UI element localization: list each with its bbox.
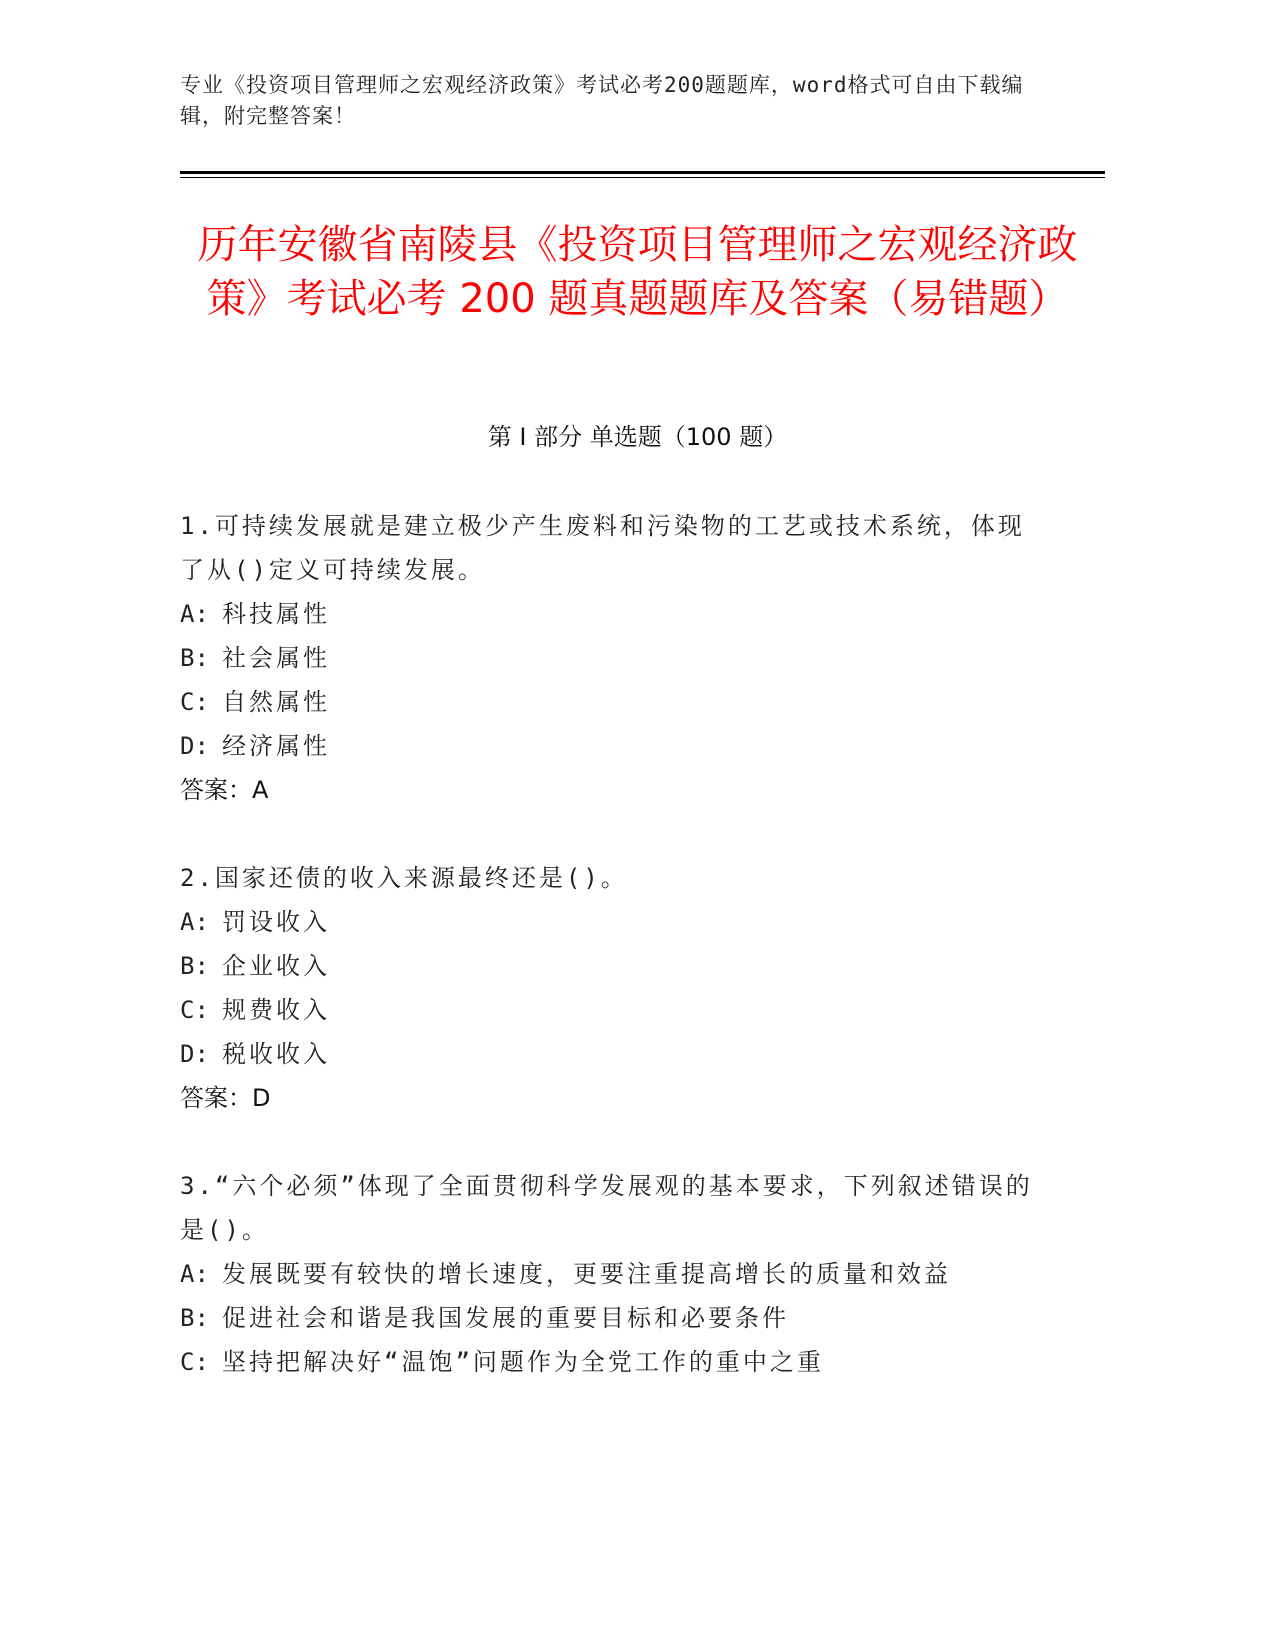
header-divider-thick [180,171,1105,174]
question-stem: 3.“六个必须”体现了全面贯彻科学发展观的基本要求，下列叙述错误的是()。 [180,1172,1033,1244]
option-key: C: [180,688,209,716]
option-b [180,636,1040,680]
section-title: 第 I 部分 单选题（100 题） [487,423,788,451]
option-text: 坚持把解决好“温饱”问题作为全党工作的重中之重 [222,1348,824,1376]
header-divider-thin [180,177,1105,178]
question-2 [180,856,1040,1120]
document-title: 历年安徽省南陵县《投资项目管理师之宏观经济政策》考试必考 200 题真题题库及答案（易错题） [197,222,1078,322]
question-1 [180,504,1040,812]
option-text: 税收收入 [222,1040,330,1068]
option-key: A: [180,908,209,936]
option-text: 科技属性 [222,600,330,628]
option-text: 罚设收入 [222,908,330,936]
option-text: 经济属性 [222,732,330,760]
option-key: C: [180,1348,209,1376]
option-a [180,900,1040,944]
question-stem: 1.可持续发展就是建立极少产生废料和污染物的工艺或技术系统，体现了从()定义可持续发展。 [180,512,1025,584]
option-c [180,1340,1040,1384]
option-b [180,1296,1040,1340]
header-note: 专业《投资项目管理师之宏观经济政策》考试必考200题题库，word格式可自由下载编辑，附完整答案！ [180,73,1024,128]
option-text: 规费收入 [222,996,330,1024]
option-c [180,988,1040,1032]
question-3 [180,1164,1040,1384]
question-stem: 2.国家还债的收入来源最终还是()。 [180,864,628,892]
option-text: 促进社会和谐是我国发展的重要目标和必要条件 [222,1304,789,1332]
option-b [180,944,1040,988]
option-key: A: [180,1260,209,1288]
question-list [180,504,1040,1428]
option-key: A: [180,600,209,628]
option-c [180,680,1040,724]
option-text: 企业收入 [222,952,330,980]
option-d [180,1032,1040,1076]
option-key: D: [180,732,209,760]
option-key: B: [180,644,209,672]
answer-line: 答案：D [180,1084,271,1112]
option-key: D: [180,1040,209,1068]
option-text: 社会属性 [222,644,330,672]
option-text: 自然属性 [222,688,330,716]
option-key: B: [180,952,209,980]
option-text: 发展既要有较快的增长速度，更要注重提高增长的质量和效益 [222,1260,951,1288]
option-d [180,724,1040,768]
option-a [180,592,1040,636]
answer-line: 答案：A [180,776,269,804]
option-key: C: [180,996,209,1024]
option-key: B: [180,1304,209,1332]
option-a [180,1252,1040,1296]
